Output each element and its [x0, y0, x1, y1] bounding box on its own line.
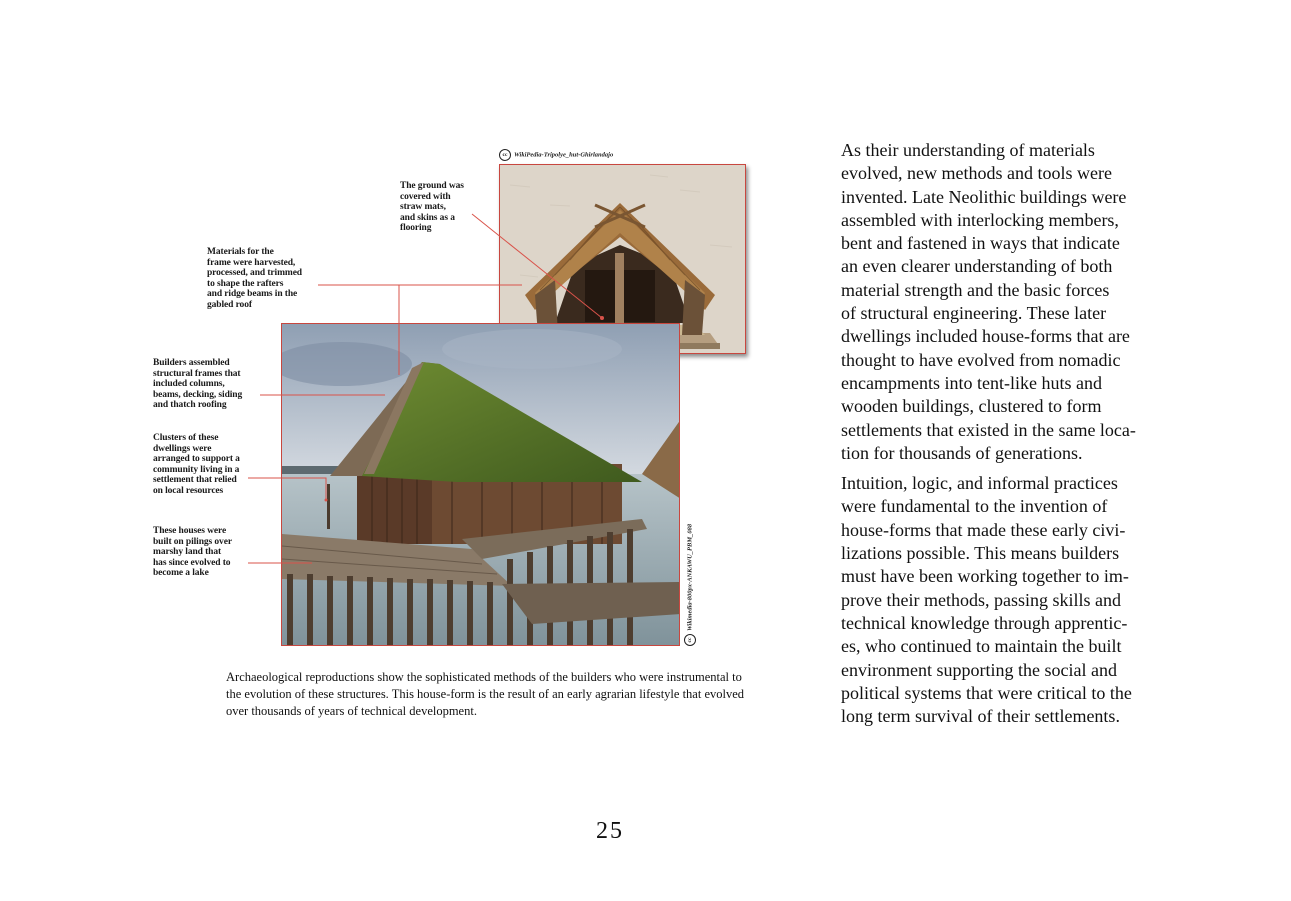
body-paragraph-2: Intuition, logic, and informal practices were fundamental to the invention of house-forms that made these early civi- lizations possible. This means builders must have been working together to im- prove their methods, passing skills and technical knowledge through apprentic- es, who continued to maintain the built environment supporting the social and political systems that were critical to the long term survival of their settlements.	[841, 473, 1132, 727]
leader-ground	[472, 214, 602, 318]
leader-clusters	[248, 478, 326, 500]
model-credit-text: WikiPedia-Tripolye_hut-Ghirlandajo	[514, 151, 614, 159]
cc-license-icon: cc	[684, 634, 696, 646]
leader-materials-down	[380, 285, 399, 375]
callout-clusters-dwellings: Clusters of these dwellings were arranged to support a community living in a settlement that relied on local resources	[153, 433, 240, 496]
page-number: 25	[596, 818, 624, 844]
body-paragraph-1: As their understanding of materials evolved, new methods and tools were invented. Late Neolithic buildings were assembled with interlocking members, bent and fastened in ways that indicate an even clearer understanding of both material strength and the basic forces of structural engineering. These later dwellings included house-forms that are thought to have evolved from nomadic encampments into tent-like huts and wooden buildings, clustered to form settlements that existed in the same loca- tion for thousands of generations.	[841, 140, 1136, 463]
callout-materials-frame: Materials for the frame were harvested, processed, and trimmed to shape the rafters and ridge beams in the gabled roof	[207, 247, 302, 310]
cc-license-icon: cc	[499, 149, 511, 161]
callout-builders-frames: Builders assembled structural frames that included columns, beams, decking, siding and thatch roofing	[153, 358, 243, 411]
callout-pilings: These houses were built on pilings over marshy land that has since evolved to become a lake	[153, 526, 232, 579]
figure-caption: Archaeological reproductions show the sophisticated methods of the builders who were instrumental to the evolution of these structures. This house-form is the result of an early agrarian lifestyle that evolved over thousands of years of technical development.	[226, 670, 745, 718]
body-text-column	[841, 139, 1171, 735]
stilt-credit-text: Wikimedia-800px-ANKAWU_PBM_088	[686, 523, 694, 631]
callout-ground-flooring: The ground was covered with straw mats, and skins as a flooring	[400, 181, 464, 234]
